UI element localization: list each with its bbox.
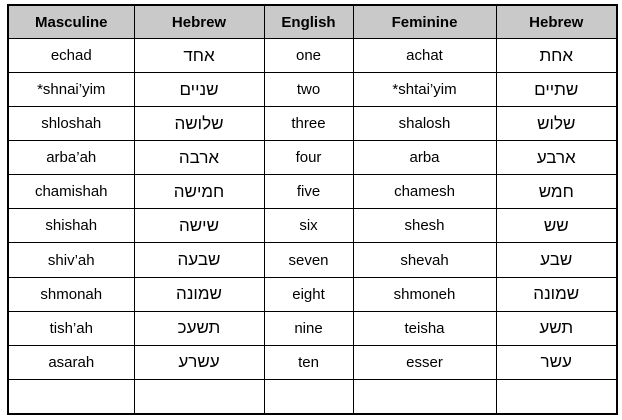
- cell-hebrew-masculine: שישה: [134, 209, 264, 243]
- table-row: [8, 209, 617, 243]
- cell-feminine: shalosh: [353, 107, 496, 141]
- cell-hebrew-masculine: חמישה: [134, 175, 264, 209]
- cell-hebrew-masculine: אחד: [134, 39, 264, 73]
- cell-hebrew-feminine: שבע: [496, 243, 617, 277]
- cell-hebrew-masculine: [134, 379, 264, 414]
- table-row: [8, 141, 617, 175]
- cell-hebrew-feminine: עשר: [496, 345, 617, 379]
- cell-masculine: echad: [8, 39, 134, 73]
- cell-hebrew-masculine: תשעכ: [134, 311, 264, 345]
- cell-feminine: shevah: [353, 243, 496, 277]
- table-row: [8, 345, 617, 379]
- table-row: [8, 379, 617, 414]
- table-header: [8, 5, 617, 39]
- header-row: [8, 5, 617, 39]
- table-row: [8, 107, 617, 141]
- cell-masculine: asarah: [8, 345, 134, 379]
- table-row: [8, 277, 617, 311]
- cell-english: one: [264, 39, 353, 73]
- cell-feminine: teisha: [353, 311, 496, 345]
- cell-english: three: [264, 107, 353, 141]
- cell-hebrew-feminine: [496, 379, 617, 414]
- cell-hebrew-masculine: עשרע: [134, 345, 264, 379]
- cell-masculine: shloshah: [8, 107, 134, 141]
- table-row: [8, 175, 617, 209]
- cell-hebrew-feminine: שמונה: [496, 277, 617, 311]
- cell-hebrew-feminine: ארבע: [496, 141, 617, 175]
- cell-feminine: achat: [353, 39, 496, 73]
- cell-english: six: [264, 209, 353, 243]
- cell-masculine: *shnai’yim: [8, 73, 134, 107]
- cell-masculine: [8, 379, 134, 414]
- cell-english: [264, 379, 353, 414]
- cell-hebrew-masculine: שמונה: [134, 277, 264, 311]
- cell-english: eight: [264, 277, 353, 311]
- cell-feminine: esser: [353, 345, 496, 379]
- cell-hebrew-feminine: תשע: [496, 311, 617, 345]
- cell-hebrew-feminine: שש: [496, 209, 617, 243]
- cell-masculine: arba’ah: [8, 141, 134, 175]
- table-body: [8, 39, 617, 415]
- cell-feminine: arba: [353, 141, 496, 175]
- cell-hebrew-feminine: שתיים: [496, 73, 617, 107]
- cell-english: ten: [264, 345, 353, 379]
- cell-feminine: shesh: [353, 209, 496, 243]
- cell-feminine: shmoneh: [353, 277, 496, 311]
- header-hebrew-masculine: Hebrew: [134, 5, 264, 39]
- table-row: [8, 311, 617, 345]
- cell-hebrew-feminine: שלוש: [496, 107, 617, 141]
- table-row: [8, 73, 617, 107]
- cell-english: nine: [264, 311, 353, 345]
- header-english: English: [264, 5, 353, 39]
- header-hebrew-feminine: Hebrew: [496, 5, 617, 39]
- cell-masculine: shiv’ah: [8, 243, 134, 277]
- cell-masculine: shmonah: [8, 277, 134, 311]
- cell-english: two: [264, 73, 353, 107]
- cell-hebrew-masculine: ארבה: [134, 141, 264, 175]
- cell-masculine: chamishah: [8, 175, 134, 209]
- cell-english: five: [264, 175, 353, 209]
- table-row: [8, 243, 617, 277]
- hebrew-numbers-table: [7, 4, 618, 415]
- cell-masculine: tish’ah: [8, 311, 134, 345]
- cell-feminine: *shtai’yim: [353, 73, 496, 107]
- cell-hebrew-masculine: שלושה: [134, 107, 264, 141]
- header-feminine: Feminine: [353, 5, 496, 39]
- header-masculine: Masculine: [8, 5, 134, 39]
- cell-hebrew-masculine: שניים: [134, 73, 264, 107]
- cell-english: seven: [264, 243, 353, 277]
- cell-hebrew-feminine: חמש: [496, 175, 617, 209]
- cell-hebrew-feminine: אחת: [496, 39, 617, 73]
- cell-feminine: chamesh: [353, 175, 496, 209]
- table-row: [8, 39, 617, 73]
- cell-english: four: [264, 141, 353, 175]
- cell-hebrew-masculine: שבעה: [134, 243, 264, 277]
- cell-masculine: shishah: [8, 209, 134, 243]
- cell-feminine: [353, 379, 496, 414]
